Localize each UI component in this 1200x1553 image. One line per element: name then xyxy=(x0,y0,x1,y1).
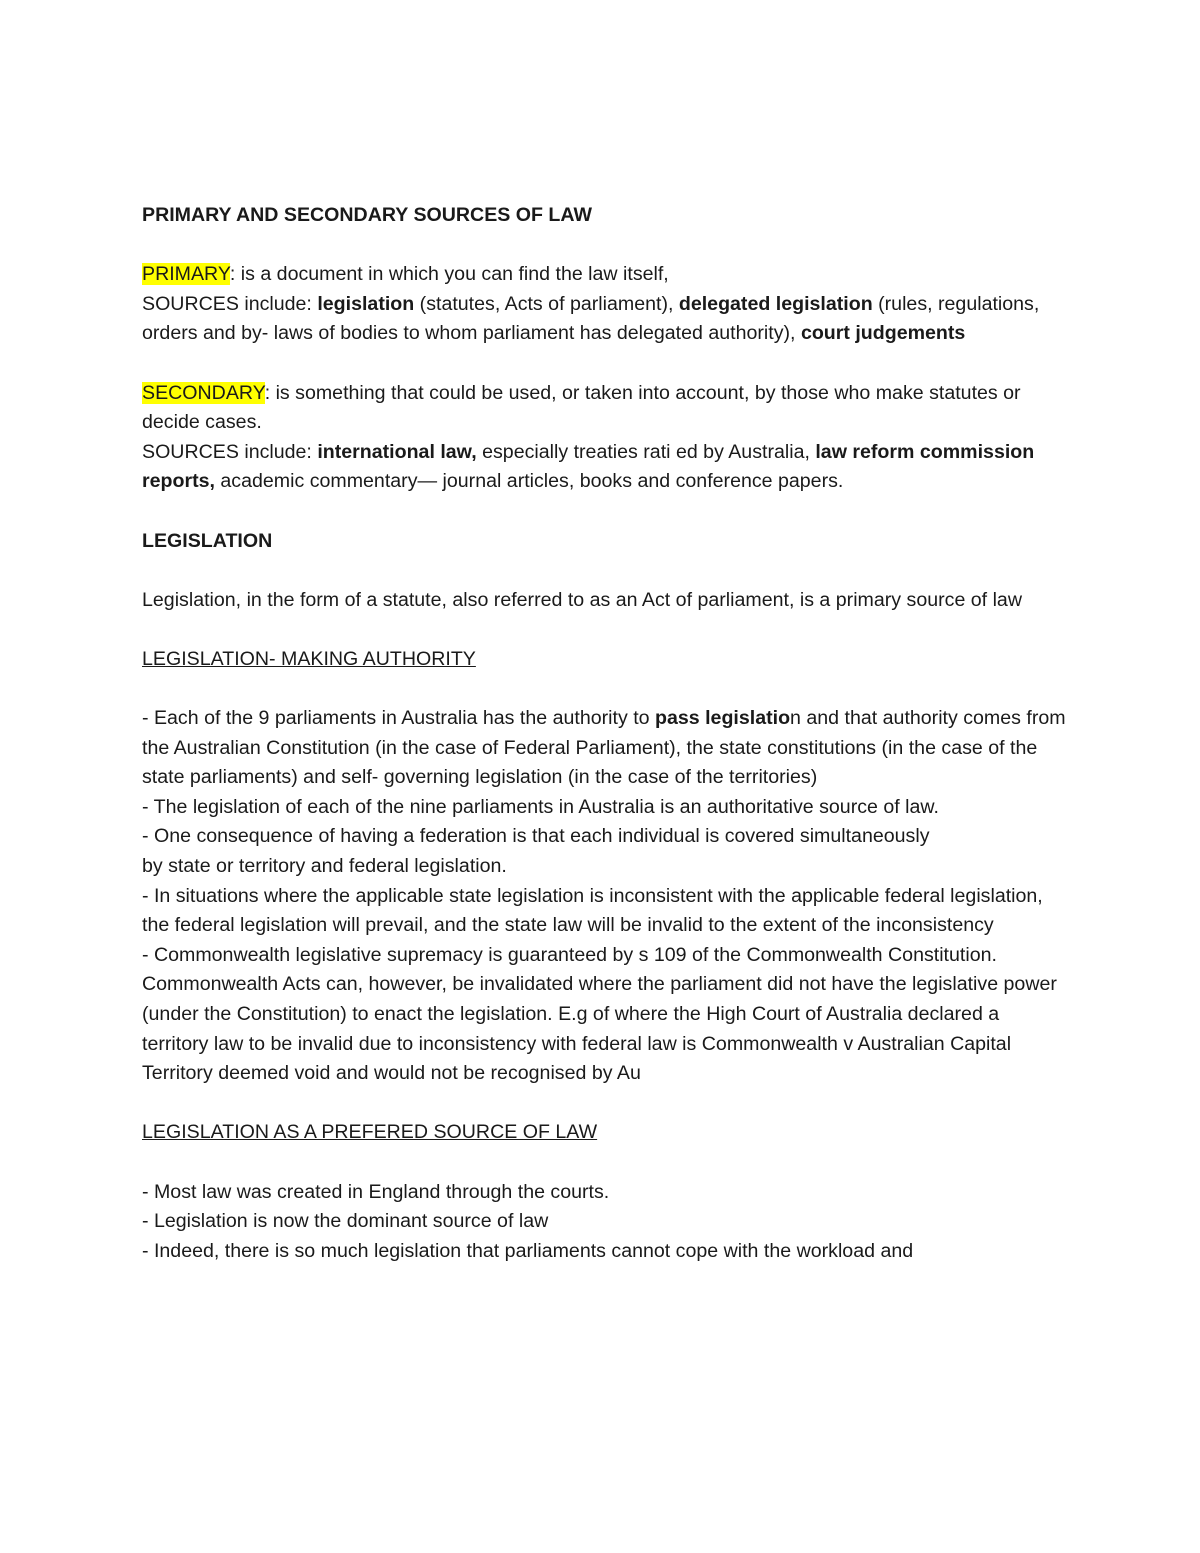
legislation-text: Legislation, in the form of a statute, also referred to as an Act of parliament, is a primary source of law xyxy=(142,588,1022,611)
legislation-heading: LEGISLATION xyxy=(142,529,273,552)
primary-term-legislation: legislation xyxy=(317,292,415,315)
preferred-bullet-3: - Indeed, there is so much legislation that parliaments cannot cope with the workload and xyxy=(142,1239,914,1262)
primary-term-delegated: delegated legislation xyxy=(678,292,873,315)
authority-heading: LEGISLATION- MAKING AUTHORITY xyxy=(142,647,476,670)
secondary-sources xyxy=(142,438,1070,497)
spacer xyxy=(142,556,1070,586)
authority-bullet-1 xyxy=(142,704,1070,793)
authority-bullet-3a: - One consequence of having a federation is that each individual is covered simultaneously xyxy=(142,825,930,848)
primary-definition xyxy=(142,260,1070,290)
secondary-term-reform: law reform commission reports, xyxy=(142,440,1035,493)
authority-b1-post: n and that authority comes from the Australian Constitution (in the case of Federal Parliament), the state constitutions (in the case of the state parliaments) and self- governing legislation (in the case of the territories) xyxy=(142,707,1066,789)
preferred-bullet-1: - Most law was created in England through the courts. xyxy=(142,1180,610,1203)
preferred-heading: LEGISLATION AS A PREFERED SOURCE OF LAW xyxy=(142,1121,598,1144)
authority-bullet-2: - The legislation of each of the nine parliaments in Australia is an authoritative source of law. xyxy=(142,795,939,818)
spacer xyxy=(142,1148,1070,1178)
primary-def-text: : is a document in which you can find the law itself, xyxy=(229,263,669,286)
authority-b1-bold: pass legislatio xyxy=(655,707,791,730)
secondary-def-text: : is something that could be used, or taken into account, by those who make statutes or decide cases. xyxy=(142,381,1021,434)
primary-sources xyxy=(142,290,1070,349)
spacer xyxy=(142,349,1070,379)
authority-bullet-3b: by state or territory and federal legislation. xyxy=(142,855,507,878)
preferred-bullet-2: - Legislation is now the dominant source of law xyxy=(142,1210,549,1233)
secondary-term-international: international law, xyxy=(317,440,477,463)
authority-bullet-4: - In situations where the applicable state legislation is inconsistent with the applicable federal legislation, the federal legislation will prevail, and the state law will be invalid to the extent of the inconsistency xyxy=(142,884,1043,937)
primary-term-court: court judgements xyxy=(800,322,966,345)
primary-sources-prefix: SOURCES include: xyxy=(142,292,318,315)
primary-text-1: (statutes, Acts of parliament), xyxy=(414,292,679,315)
secondary-text-1: especially treaties rati ed by Australia, xyxy=(476,440,816,463)
primary-text-2: (rules, regulations, orders and by- laws of bodies to whom parliament has delegated authority), xyxy=(142,292,1040,345)
secondary-text-2: academic commentary— journal articles, books and conference papers. xyxy=(214,470,844,493)
spacer xyxy=(142,497,1070,527)
spacer xyxy=(142,675,1070,705)
secondary-sources-prefix: SOURCES include: xyxy=(142,440,318,463)
primary-label: PRIMARY xyxy=(142,263,230,286)
secondary-label: SECONDARY xyxy=(142,381,265,404)
spacer xyxy=(142,1089,1070,1119)
spacer xyxy=(142,615,1070,645)
secondary-definition xyxy=(142,379,1070,438)
authority-b1-pre: - Each of the 9 parliaments in Australia has the authority to xyxy=(142,707,655,730)
spacer xyxy=(142,231,1070,261)
authority-bullet-5: - Commonwealth legislative supremacy is guaranteed by s 109 of the Commonwealth Constitution. Commonwealth Acts can, however, be invalidated where the parliament did not have the legislative power (under the Constitution) to enact the legislation. E.g of where the High Court of Australia declared a territory law to be invalid due to inconsistency with federal law is Commonwealth v Australian Capital Territory deemed void and would not be recognised by Au xyxy=(142,943,1057,1085)
document-title: PRIMARY AND SECONDARY SOURCES OF LAW xyxy=(142,204,592,226)
